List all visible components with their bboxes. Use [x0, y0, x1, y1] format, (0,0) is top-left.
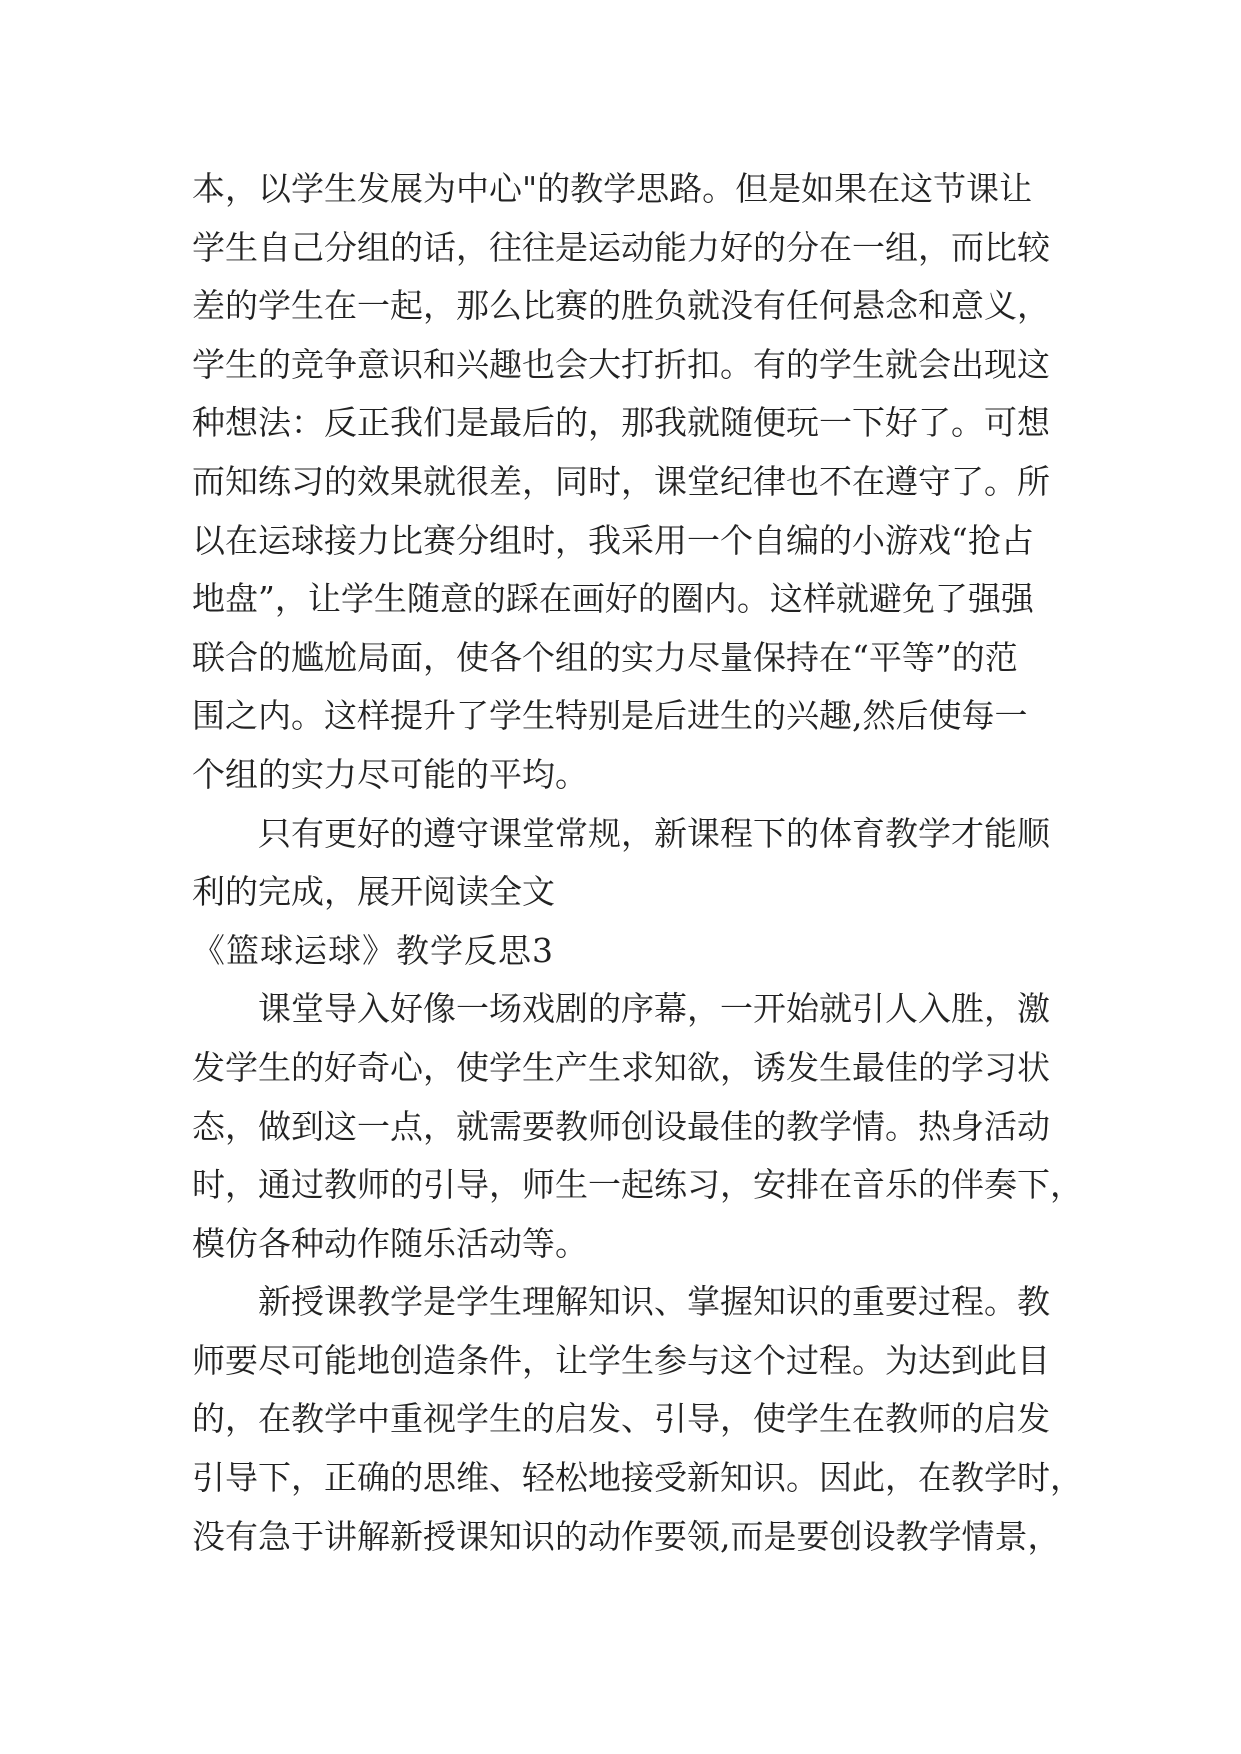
text-line: 以在运球接力比赛分组时，我采用一个自编的小游戏“抢占 — [192, 520, 1034, 560]
text-line: 学生的竞争意识和兴趣也会大打折扣。有的学生就会出现这 — [192, 344, 1050, 384]
text-line: 个组的实力尽可能的平均。 — [192, 754, 588, 794]
text-line: 联合的尴尬局面，使各个组的实力尽量保持在“平等”的范 — [192, 637, 1018, 677]
text-line: 没有急于讲解新授课知识的动作要领,而是要创设教学情景， — [192, 1516, 1061, 1556]
section-heading: 《篮球运球》教学反思3 — [192, 930, 554, 970]
text-line: 地盘”，让学生随意的踩在画好的圈内。这样就避免了强强 — [192, 579, 1034, 619]
text-line: 的，在教学中重视学生的启发、引导，使学生在教师的启发 — [192, 1399, 1050, 1439]
text-line: 发学生的好奇心，使学生产生求知欲，诱发生最佳的学习状 — [192, 1047, 1050, 1087]
text-line: 模仿各种动作随乐活动等。 — [192, 1223, 588, 1263]
text-line: 时，通过教师的引导，师生一起练习，安排在音乐的伴奏下， — [192, 1165, 1083, 1205]
text-line: 种想法：反正我们是最后的，那我就随便玩一下好了。可想 — [192, 403, 1050, 443]
text-line: 态，做到这一点，就需要教师创设最佳的教学情。热身活动 — [192, 1106, 1050, 1146]
paragraph-start-line: 课堂导入好像一场戏剧的序幕，一开始就引人入胜，激 — [258, 989, 1050, 1029]
text-line: 差的学生在一起，那么比赛的胜负就没有任何悬念和意义， — [192, 286, 1050, 326]
text-line: 围之内。这样提升了学生特别是后进生的兴趣,然后使每一 — [192, 696, 1028, 736]
document-body — [192, 160, 1083, 1566]
paragraph-start-line: 只有更好的遵守课堂常规，新课程下的体育教学才能顺 — [258, 813, 1050, 853]
paragraph-start-line: 新授课教学是学生理解知识、掌握知识的重要过程。教 — [258, 1282, 1050, 1322]
text-line: 师要尽可能地创造条件，让学生参与这个过程。为达到此目 — [192, 1340, 1050, 1380]
read-more-line[interactable]: 利的完成，展开阅读全文 — [192, 872, 555, 912]
text-line: 学生自己分组的话，往往是运动能力好的分在一组，而比较 — [192, 227, 1050, 267]
text-line: 而知练习的效果就很差，同时，课堂纪律也不在遵守了。所 — [192, 461, 1050, 501]
text-line: 本，以学生发展为中心"的教学思路。但是如果在这节课让 — [192, 169, 1033, 208]
text-line: 引导下，正确的思维、轻松地接受新知识。因此，在教学时， — [192, 1458, 1083, 1498]
